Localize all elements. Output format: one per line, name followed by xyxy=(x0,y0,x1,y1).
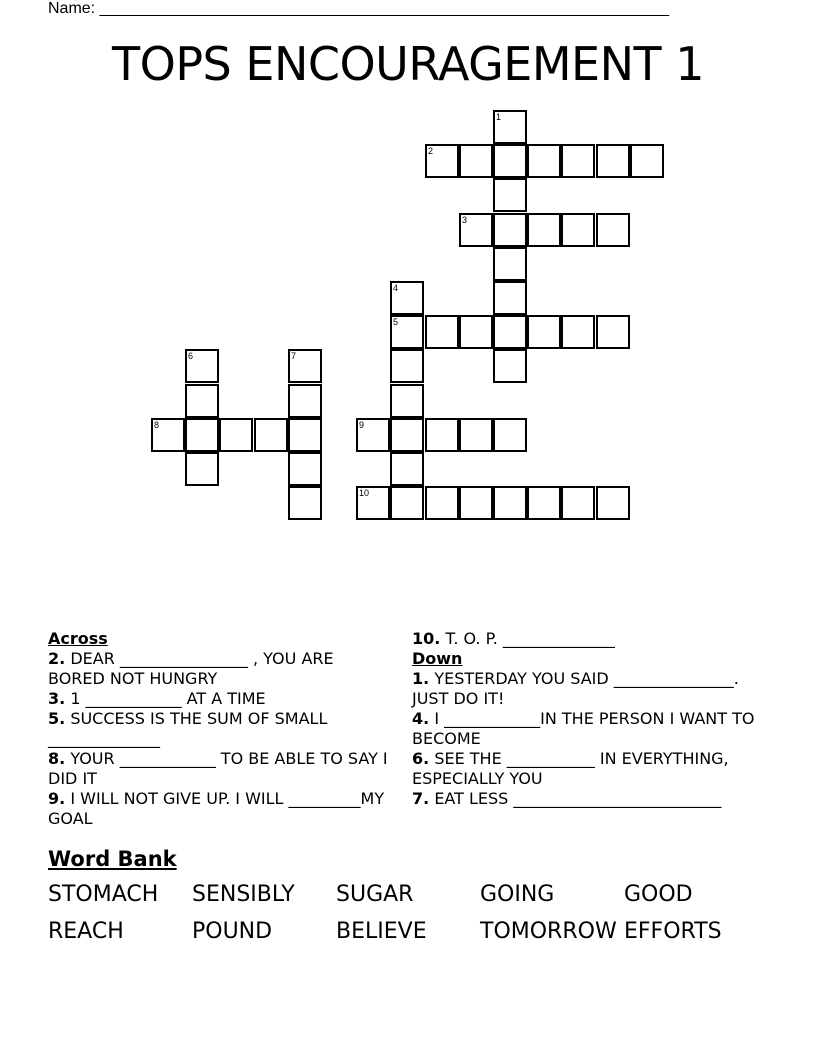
word-bank-word: SUGAR xyxy=(336,882,414,907)
clue-number: 8 xyxy=(154,420,160,430)
grid-cell[interactable] xyxy=(219,418,253,452)
across-clue-9: 9. I WILL NOT GIVE UP. I WILL _________MY GOAL xyxy=(48,789,385,828)
grid-cell[interactable] xyxy=(630,144,664,178)
grid-cell[interactable] xyxy=(390,452,424,486)
grid-cell[interactable] xyxy=(185,452,219,486)
down-clue-6: 6. SEE THE ___________ IN EVERYTHING, ESPECIALLY YOU xyxy=(412,749,729,788)
grid-cell[interactable] xyxy=(356,418,390,452)
clue-number: 6 xyxy=(188,351,194,361)
grid-cell[interactable] xyxy=(561,144,595,178)
grid-cell[interactable] xyxy=(288,418,322,452)
word-bank-word: POUND xyxy=(192,919,273,944)
word-bank-title: Word Bank xyxy=(48,847,177,871)
grid-cell[interactable] xyxy=(596,213,630,247)
grid-cell[interactable] xyxy=(185,384,219,418)
clue-number: 1 xyxy=(496,112,502,122)
puzzle-title: TOPS ENCOURAGEMENT 1 xyxy=(112,37,704,91)
word-bank-word: SENSIBLY xyxy=(192,882,295,907)
grid-cell[interactable] xyxy=(527,315,561,349)
grid-cell[interactable] xyxy=(425,315,459,349)
grid-cell[interactable] xyxy=(390,281,424,315)
clue-number: 3 xyxy=(462,215,468,225)
grid-cell[interactable] xyxy=(288,486,322,520)
grid-cell[interactable] xyxy=(151,418,185,452)
grid-cell[interactable] xyxy=(390,349,424,383)
word-bank-word: REACH xyxy=(48,919,124,944)
word-bank-word: STOMACH xyxy=(48,882,159,907)
grid-cell[interactable] xyxy=(390,418,424,452)
across-clue-10: 10. T. O. P. ______________ xyxy=(412,629,615,648)
grid-cell[interactable] xyxy=(425,486,459,520)
grid-cell[interactable] xyxy=(356,486,390,520)
across-clue-5: 5. SUCCESS IS THE SUM OF SMALL ______________ xyxy=(48,709,328,748)
grid-cell[interactable] xyxy=(493,110,527,144)
clue-number: 10 xyxy=(359,488,370,498)
across-clue-8: 8. YOUR ____________ TO BE ABLE TO SAY I DID IT xyxy=(48,749,388,788)
grid-cell[interactable] xyxy=(493,486,527,520)
grid-cell[interactable] xyxy=(493,418,527,452)
grid-cell[interactable] xyxy=(288,452,322,486)
down-clue-1: 1. YESTERDAY YOU SAID _______________. JUST DO IT! xyxy=(412,669,739,708)
word-bank-word: GOOD xyxy=(624,882,693,907)
down-clue-7: 7. EAT LESS __________________________ xyxy=(412,789,722,808)
grid-cell[interactable] xyxy=(425,418,459,452)
across-heading: Across xyxy=(48,629,108,648)
word-bank-word: GOING xyxy=(480,882,555,907)
grid-cell[interactable] xyxy=(561,213,595,247)
clue-number: 4 xyxy=(393,283,399,293)
word-bank-word: BELIEVE xyxy=(336,919,427,944)
grid-cell[interactable] xyxy=(185,349,219,383)
grid-cell[interactable] xyxy=(459,486,493,520)
grid-cell[interactable] xyxy=(288,349,322,383)
grid-cell[interactable] xyxy=(254,418,288,452)
word-bank-word: EFFORTS xyxy=(624,919,722,944)
clue-number: 7 xyxy=(291,351,297,361)
grid-cell[interactable] xyxy=(596,315,630,349)
down-clue-4: 4. I ____________IN THE PERSON I WANT TO BECOME xyxy=(412,709,755,748)
word-bank-word: TOMORROW xyxy=(480,919,617,944)
grid-cell[interactable] xyxy=(493,213,527,247)
grid-cell[interactable] xyxy=(459,418,493,452)
grid-cell[interactable] xyxy=(561,486,595,520)
clue-number: 5 xyxy=(393,317,399,327)
across-clue-3: 3. 1 ____________ AT A TIME xyxy=(48,689,266,708)
grid-cell[interactable] xyxy=(493,247,527,281)
grid-cell[interactable] xyxy=(459,315,493,349)
grid-cell[interactable] xyxy=(596,144,630,178)
grid-cell[interactable] xyxy=(493,144,527,178)
clues-right-column xyxy=(412,629,762,809)
grid-cell[interactable] xyxy=(390,315,424,349)
grid-cell[interactable] xyxy=(527,144,561,178)
down-heading: Down xyxy=(412,649,463,668)
grid-cell[interactable] xyxy=(493,315,527,349)
grid-cell[interactable] xyxy=(185,418,219,452)
clue-number: 9 xyxy=(359,420,365,430)
name-line: Name: ________________________________________________________________ xyxy=(48,0,670,17)
grid-cell[interactable] xyxy=(390,486,424,520)
grid-cell[interactable] xyxy=(527,486,561,520)
grid-cell[interactable] xyxy=(596,486,630,520)
clues-left-column xyxy=(48,629,393,829)
clue-number: 2 xyxy=(428,146,434,156)
grid-cell[interactable] xyxy=(561,315,595,349)
across-clue-2: 2. DEAR ________________ , YOU ARE BORED NOT HUNGRY xyxy=(48,649,334,688)
grid-cell[interactable] xyxy=(459,213,493,247)
grid-cell[interactable] xyxy=(459,144,493,178)
grid-cell[interactable] xyxy=(288,384,322,418)
grid-cell[interactable] xyxy=(390,384,424,418)
grid-cell[interactable] xyxy=(425,144,459,178)
grid-cell[interactable] xyxy=(527,213,561,247)
grid-cell[interactable] xyxy=(493,281,527,315)
grid-cell[interactable] xyxy=(493,349,527,383)
grid-cell[interactable] xyxy=(493,178,527,212)
